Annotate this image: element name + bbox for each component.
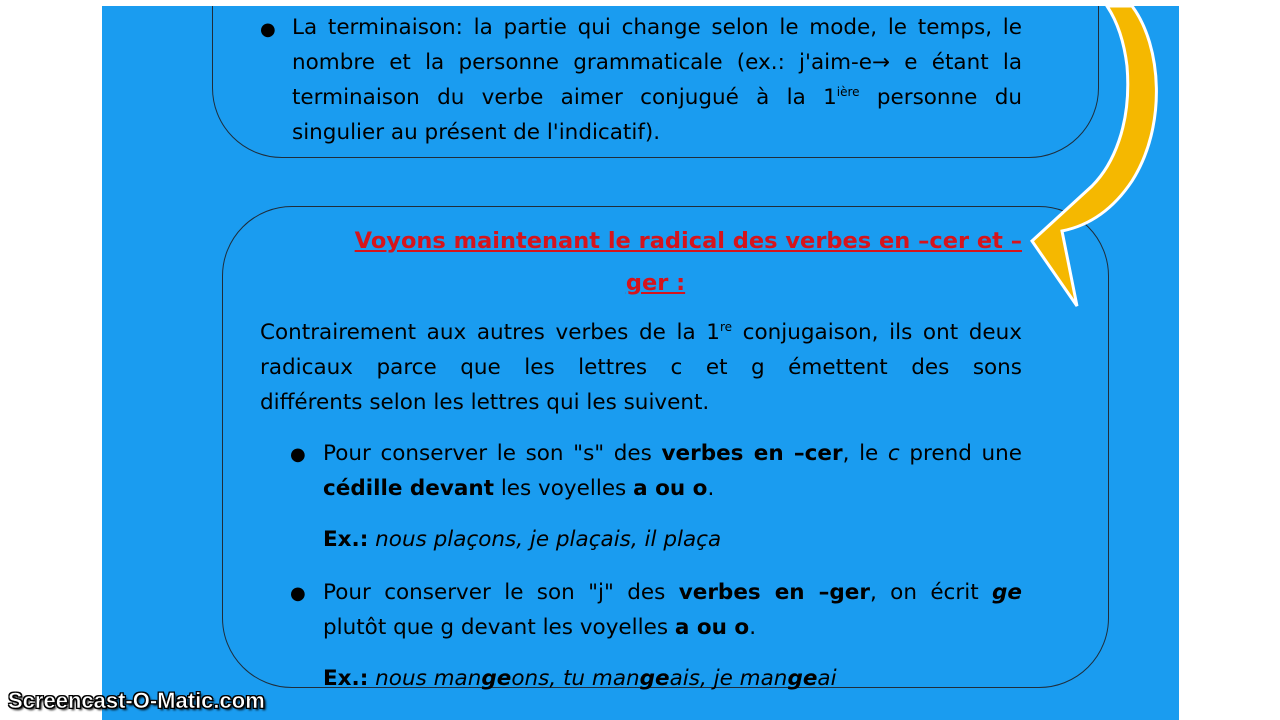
cer-rule-line2: cédille devant les voyelles a ou o. <box>323 476 715 501</box>
section-heading-line2: ger : <box>625 270 686 296</box>
intro-line2: radicaux parce que les lettres c et g émettent des sons <box>260 355 1022 380</box>
ger-rule-line2: plutôt que g devant les voyelles a ou o. <box>323 615 757 640</box>
ger-rule-line1: Pour conserver le son "j" des verbes en –ger, on écrit ge <box>323 580 1022 605</box>
top-bullet-line4: singulier au présent de l'indicatif). <box>292 120 661 145</box>
screencast-watermark: Screencast-O-Matic.com <box>8 688 265 713</box>
ger-example: Ex.: nous mangeons, tu mangeais, je mangeai <box>323 666 837 691</box>
curved-arrow-icon <box>102 6 1179 720</box>
top-bullet-line1: La terminaison: la partie qui change selon le mode, le temps, le <box>292 15 1022 40</box>
intro-line3: différents selon les lettres qui les suivent. <box>260 390 710 415</box>
cer-rule-line1: Pour conserver le son "s" des verbes en –cer, le c prend une <box>323 441 1022 466</box>
intro-line1: Contrairement aux autres verbes de la 1re conjugaison, ils ont deux <box>260 319 1022 345</box>
cer-example: Ex.: nous plaçons, je plaçais, il plaça <box>323 527 722 552</box>
section-heading: Voyons maintenant le radical des verbes en –cer et – <box>354 228 1022 254</box>
top-bullet-line3: terminaison du verbe aimer conjugué à la $1^{ière}$ personne du <box>292 84 1022 110</box>
document-page <box>102 6 1179 720</box>
top-bullet-line2: nombre et la personne grammaticale (ex.: j'aim-e→ e étant la <box>292 50 1022 75</box>
right-arrow-icon: → <box>872 50 891 75</box>
bullet-icon: ● <box>260 19 276 40</box>
bullet-icon: ● <box>290 583 306 604</box>
bullet-icon: ● <box>290 444 306 465</box>
